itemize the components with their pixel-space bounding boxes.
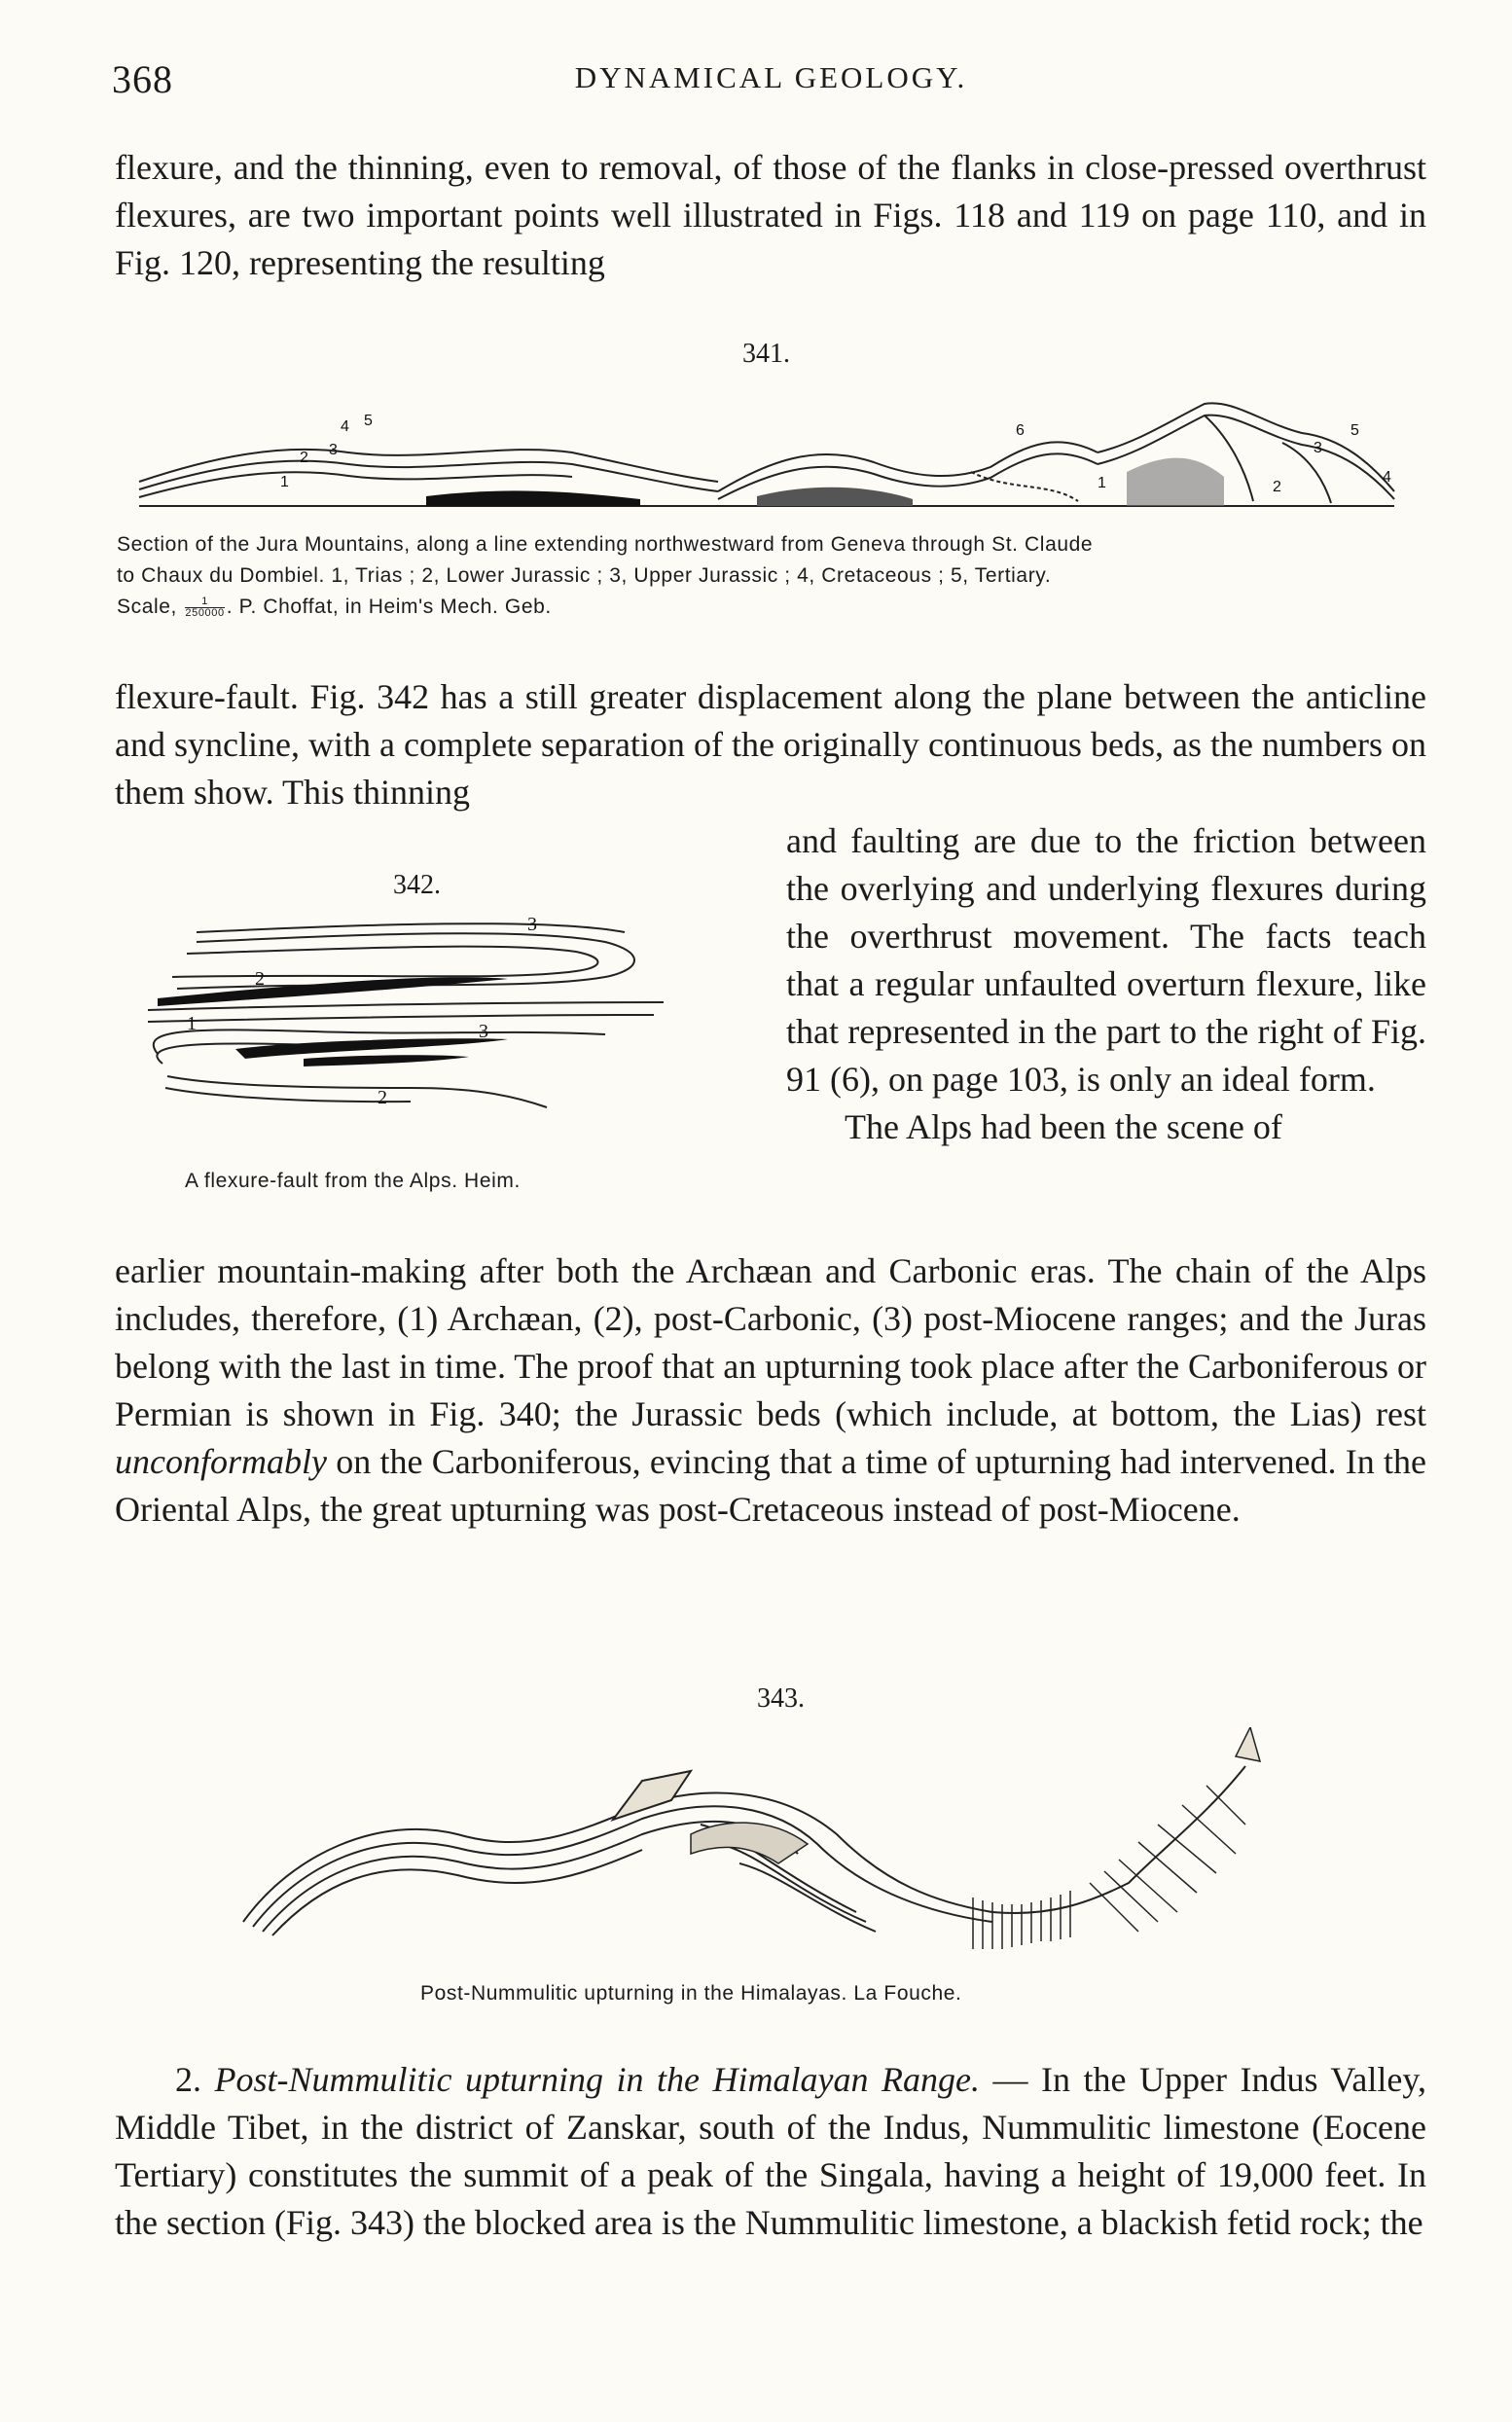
figure-342-label: 2: [255, 968, 265, 990]
figure-341-scale-fraction: [185, 596, 224, 619]
paragraph-2-text: flexure-fault. Fig. 342 has a still greater displacement along the plane between the anticline and syncline, with a complete separation of the originally continuous beds, as the numbers on them show. This thinning: [115, 677, 1426, 812]
figure-343-caption: Post-Nummulitic upturning in the Himalayas. La Fouche.: [420, 1982, 962, 2005]
figure-341-label: 5: [1350, 422, 1359, 439]
figure-342-label: 2: [378, 1087, 387, 1108]
figure-341-scale-numerator: 1: [185, 596, 224, 608]
paragraph-3-start: The Alps had been the scene of: [845, 1107, 1282, 1146]
figure-342-caption: A flexure-fault from the Alps. Heim.: [185, 1170, 521, 1192]
paragraph-4: [115, 2056, 1426, 2247]
figure-341-label: 1: [1098, 475, 1106, 491]
figure-341-scale-label: Scale,: [117, 596, 177, 618]
figure-341-caption-credit: . P. Choffat, in Heim's Mech. Geb.: [226, 596, 552, 618]
figure-342-label: 1: [187, 1013, 197, 1034]
figure-341-label: 6: [1016, 422, 1025, 439]
paragraph-3-part-a: earlier mountain-making after both the Archæan and Carbonic eras. The chain of the Alps includes, therefore, (1) Archæan, (2), post-Carbonic, (3) post-Miocene ranges; and the Juras belong with the last in time. The proof that an upturning took place after the Carboniferous or Permian is shown in Fig. 340; the Jurassic beds (which include, at bottom, the Lias) rest: [115, 1251, 1426, 1433]
paragraph-1-text: flexure, and the thinning, even to removal, of those of the flanks in close-pressed overthrust flexures, are two important points well illustrated in Figs. 118 and 119 on page 110, and in Fig. 120, representing the resulting: [115, 148, 1426, 282]
figure-342-label: 3: [479, 1021, 488, 1042]
paragraph-3-text: [115, 1247, 1426, 1534]
paragraph-4-dash: —: [980, 2060, 1042, 2099]
page-header: [112, 56, 1430, 105]
figure-343-section-drawing: [234, 1727, 1333, 1961]
figure-342-number: 342.: [393, 870, 441, 900]
paragraph-2-side: [786, 817, 1426, 1151]
figure-341-label: 4: [1383, 469, 1391, 486]
figure-341-caption: [117, 529, 1430, 623]
figure-341-number: 341.: [742, 339, 790, 369]
paragraph-3-part-b: on the Carboniferous, evincing that a time of upturning had intervened. In the Oriental Alps, the great upturning was post-Cretaceous instead of post-Miocene.: [115, 1442, 1427, 1529]
figure-342-flexure-drawing: [119, 913, 751, 1137]
paragraph-3-emphasis: unconformably: [115, 1442, 327, 1481]
figure-341-label: 3: [329, 442, 338, 458]
figure-341-scale-denominator: 250000: [185, 606, 225, 619]
figure-341-caption-line: [117, 592, 1430, 623]
figure-343-number: 343.: [757, 1683, 805, 1714]
figure-341-section-drawing: [134, 384, 1399, 521]
figure-341-label: 4: [341, 418, 349, 435]
paragraph-2-side-text: and faulting are due to the friction between the overlying and underlying flexures during the overthrust movement. The facts teach that a regular unfaulted overturn flexure, like that represented in the part to the right of Fig. 91 (6), on page 103, is only an ideal form.: [786, 821, 1426, 1099]
paragraph-2: [115, 673, 1426, 816]
paragraph-4-body: In the Upper Indus Valley, Middle Tibet, in the district of Zanskar, south of the Indus, Nummulitic limestone (Eocene Tertiary) constitutes the summit of a peak of the Singala, having a height of 19,000 feet. In the section (Fig. 343) the blocked area is the Nummulitic limestone, a blackish fetid rock; the: [115, 2060, 1427, 2242]
figure-341-caption-line: to Chaux du Dombiel. 1, Trias ; 2, Lower Jurassic ; 3, Upper Jurassic ; 4, Cretaceous ; 5, Tertiary.: [117, 564, 1052, 587]
paragraph-4-text: [115, 2056, 1426, 2247]
figure-341-label: 2: [1273, 479, 1281, 495]
figure-341-label: 3: [1314, 440, 1322, 456]
figure-341-label: 2: [300, 450, 308, 466]
figure-341-label: 5: [364, 413, 373, 429]
paragraph-3: [115, 1247, 1426, 1534]
figure-341-label: 1: [280, 474, 289, 490]
running-title: DYNAMICAL GEOLOGY.: [574, 60, 968, 94]
figure-341-caption-line: Section of the Jura Mountains, along a line extending northwestward from Geneva through St. Claude: [117, 533, 1094, 556]
page-number: 368: [112, 57, 173, 101]
paragraph-4-number: 2.: [175, 2060, 201, 2099]
figure-342-label: 3: [527, 914, 537, 935]
paragraph-1: [115, 144, 1426, 287]
paragraph-4-heading: Post-Nummulitic upturning in the Himalayan Range.: [214, 2060, 981, 2099]
